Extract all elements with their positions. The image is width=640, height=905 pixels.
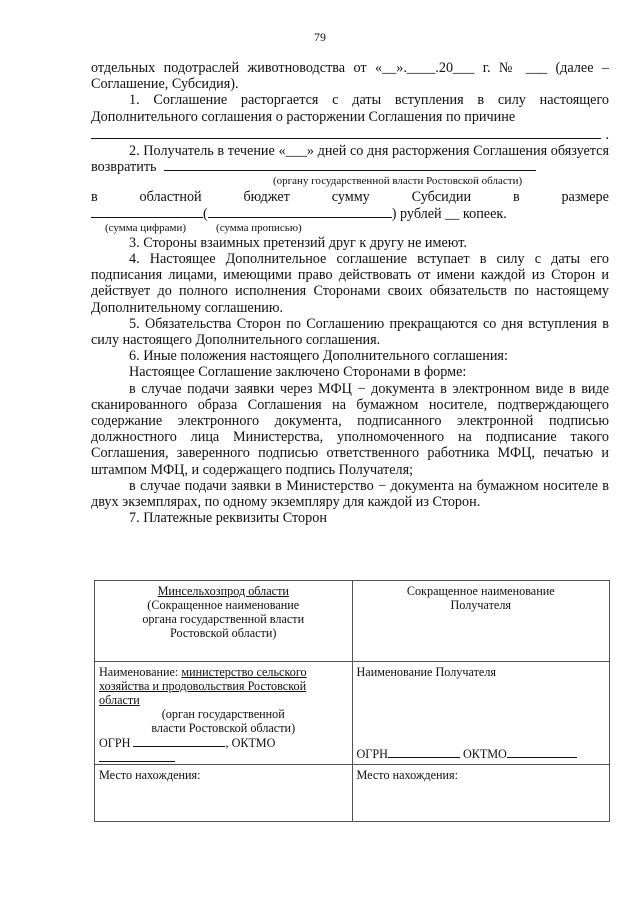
ogrn-blank bbox=[388, 746, 460, 758]
row-word: областной bbox=[139, 189, 202, 206]
document-body bbox=[91, 60, 609, 526]
reason-blank bbox=[91, 125, 601, 139]
paragraph-1: 1. Соглашение расторгается с даты вступления в силу настоящего Дополнительного соглашения о расторжении Соглашения по причине bbox=[91, 92, 609, 125]
left-ogrn-line bbox=[99, 735, 348, 765]
left-short-name-cell bbox=[95, 581, 353, 662]
paragraph-intro: отдельных подотраслей животноводства от «__».____.20___ г. № ___ (далее – Соглашение, Субсидия). bbox=[91, 60, 609, 93]
row-word: в bbox=[512, 189, 520, 206]
paragraph-7: 7. Платежные реквизиты Сторон bbox=[129, 510, 327, 527]
paragraph-4: 4. Настоящее Дополнительное соглашение вступает в силу с даты его подписания лицами, имеющими право действовать от имени каждой из Сторон и действует до полного исполнения Сторонами своих обязательств по настоящему Дополнительному соглашению. bbox=[91, 251, 609, 316]
right-name-cell bbox=[352, 662, 610, 765]
row-word: сумму bbox=[331, 189, 370, 206]
hint-digits: (сумма цифрами) bbox=[105, 221, 187, 234]
paragraph-2-text: 2. Получатель в течение «___» дней со дня расторжения Соглашения обязуется возвратить bbox=[91, 143, 609, 176]
row-word: размере bbox=[561, 189, 609, 206]
amount-close: ) рублей __ копеек. bbox=[391, 205, 507, 222]
hint-words: (сумма прописью) bbox=[216, 221, 302, 234]
left-location-cell bbox=[95, 765, 353, 822]
ogrn-label: ОГРН bbox=[356, 747, 388, 761]
right-location-cell bbox=[352, 765, 610, 822]
paragraph-5: 5. Обязательства Сторон по Соглашению прекращаются со дня вступления в силу настоящего Дополнительного соглашения. bbox=[91, 315, 609, 349]
paragraph-1-end: . bbox=[605, 126, 609, 143]
right-short-name: Сокращенное наименование Получателя bbox=[406, 584, 555, 612]
oktmo-label: ОКТМО bbox=[462, 747, 507, 761]
paragraph-2 bbox=[91, 143, 609, 175]
row-word: в bbox=[91, 189, 98, 206]
paragraph-2-hint: (органу государственной власти Ростовской области) bbox=[273, 175, 523, 188]
left-location-label: Место нахождения: bbox=[99, 768, 201, 782]
left-name-label: Наименование: bbox=[99, 665, 179, 679]
amount-hints bbox=[91, 222, 609, 235]
return-to-blank bbox=[164, 159, 536, 171]
paragraph-6a: Настоящее Соглашение заключено Сторонами в форме: bbox=[129, 364, 467, 381]
paragraph-6b: в случае подачи заявки через МФЦ − документа в электронном виде в виде сканированного образа Соглашения на бумажном носителе, подтверждающего содержание электронного документа, подписанного электронной подписью должностного лица Министерства, уполномоченного на подписание такого Соглашения, заверенного подписью ответственного работника МФЦ, печатью и штампом МФЦ, и содержащего подпись Получателя; bbox=[91, 380, 609, 478]
paragraph-3: 3. Стороны взаимных претензий друг к другу не имеют. bbox=[129, 234, 467, 251]
row-word: Субсидии bbox=[411, 189, 472, 206]
left-short-name: Минсельхозпрод области bbox=[157, 584, 289, 598]
oktmo-blank bbox=[99, 750, 175, 762]
left-name-cell bbox=[95, 662, 353, 765]
amount-open: ( bbox=[203, 205, 208, 222]
table-row bbox=[95, 581, 610, 662]
left-name-value: министерство сельского хозяйства и продовольствия Ростовской области bbox=[99, 665, 307, 707]
paragraph-6: 6. Иные положения настоящего Дополнительного соглашения: bbox=[129, 348, 508, 365]
amount-line bbox=[91, 206, 609, 222]
right-name: Наименование Получателя bbox=[356, 665, 497, 679]
left-name-hint: (орган государственной власти Ростовской области) bbox=[151, 707, 296, 735]
left-short-hint: (Сокращенное наименование органа государственной власти Ростовской области) bbox=[142, 598, 305, 640]
table-row bbox=[95, 662, 610, 765]
amount-digits-blank bbox=[91, 206, 203, 218]
payment-details-table bbox=[94, 580, 610, 822]
page-number: 79 bbox=[314, 30, 326, 44]
paragraph-6c: в случае подачи заявки в Министерство − документа на бумажном носителе в двух экземплярах, по одному экземпляру для каждой из Сторон. bbox=[91, 477, 609, 511]
paragraph-2-row bbox=[91, 189, 609, 205]
oktmo-blank bbox=[507, 746, 577, 758]
paragraph-1-blank-line bbox=[91, 125, 609, 143]
ogrn-label: ОГРН bbox=[99, 736, 131, 750]
right-ogrn-line bbox=[357, 746, 606, 761]
row-word: бюджет bbox=[243, 189, 290, 206]
right-short-name-cell bbox=[352, 581, 610, 662]
table-row bbox=[95, 765, 610, 822]
left-name-block bbox=[99, 665, 348, 735]
right-location-label: Место нахождения: bbox=[356, 768, 459, 782]
ogrn-blank bbox=[133, 735, 225, 747]
oktmo-label: , ОКТМО bbox=[225, 736, 276, 750]
amount-words-blank bbox=[208, 206, 392, 218]
